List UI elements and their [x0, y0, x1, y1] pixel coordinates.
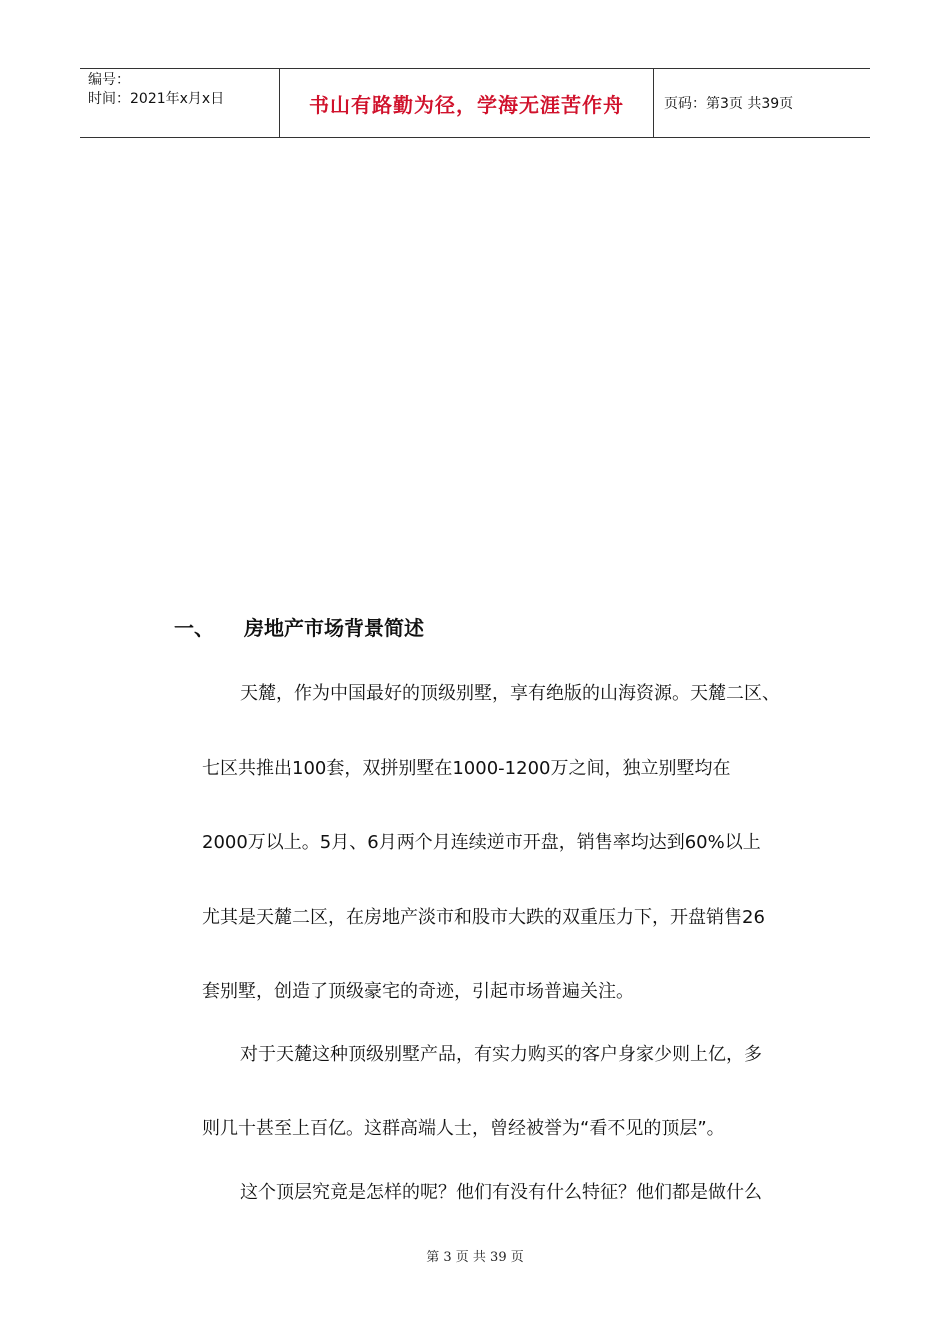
section-number: 一、 [174, 616, 214, 640]
section-title: 房地产市场背景简述 [244, 616, 424, 640]
document-header [80, 68, 870, 138]
header-motto-cell [280, 69, 654, 137]
body-line: 2000万以上。5月、6月两个月连续逆市开盘，销售率均达到60%以上 [202, 832, 761, 853]
body-line: 则几十甚至上百亿。这群高端人士，曾经被誉为“看不见的顶层”。 [202, 1118, 725, 1139]
header-page-info [654, 69, 870, 137]
header-meta [80, 69, 280, 137]
section-heading [174, 612, 424, 641]
page-info-text: 页码：第3页 共39页 [664, 96, 794, 112]
body-line: 这个顶层究竟是怎样的呢？他们有没有什么特征？他们都是做什么 [240, 1182, 762, 1203]
body-line: 天麓，作为中国最好的顶级别墅，享有绝版的山海资源。天麓二区、 [240, 683, 780, 704]
body-line: 套别墅，创造了顶级豪宅的奇迹，引起市场普遍关注。 [202, 981, 634, 1002]
motto-text: 书山有路勤为径，学海无涯苦作舟 [309, 92, 624, 117]
body-line: 对于天麓这种顶级别墅产品，有实力购买的客户身家少则上亿，多 [240, 1044, 762, 1065]
number-label: 编号： [88, 72, 130, 88]
page-footer: 第 3 页 共 39 页 [426, 1250, 524, 1265]
date-label: 时间：2021年x月x日 [88, 91, 225, 107]
body-line: 尤其是天麓二区，在房地产淡市和股市大跌的双重压力下，开盘销售26 [202, 907, 765, 928]
body-line: 七区共推出100套，双拼别墅在1000-1200万之间，独立别墅均在 [202, 758, 731, 779]
